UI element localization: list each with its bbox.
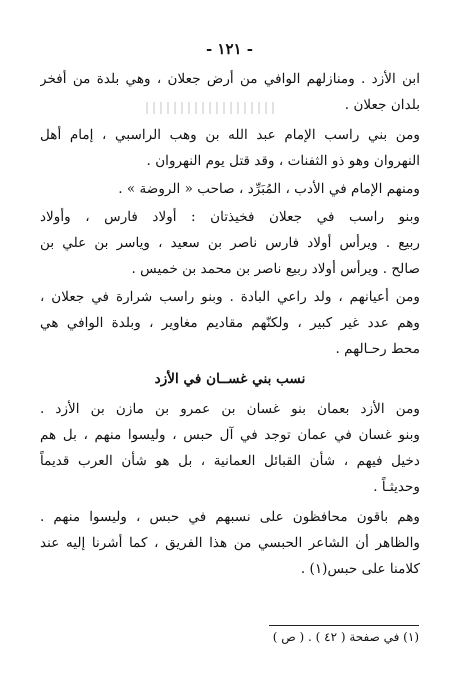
page-number: - ١٢١ - bbox=[205, 40, 254, 58]
text-line: النهروان وهو ذو الثفنات ، وقد قتل يوم النهروان . bbox=[146, 153, 420, 169]
text-line: وحديثـاً . bbox=[373, 479, 420, 495]
text-line: وبنو غسان في عمان توجد في آل حبس ، وليسوا منهم ، بل هم bbox=[40, 427, 420, 443]
text-line: وهم عدد غير كبير ، ولكنّهم مقاديم مغاوير ، وبلدة الوافي هي bbox=[40, 315, 420, 331]
footnote: (١) في صفحة ( ٤٢ ) . ( ص ) bbox=[272, 630, 419, 644]
section-heading: نسب بني غســان في الأزد bbox=[154, 371, 306, 387]
text-line: بلدان جعلان . bbox=[344, 97, 420, 113]
text-line: ومن الأزد بعمان بنو غسان بن عمرو بن مازن بن الأزد . bbox=[40, 401, 420, 417]
text-line: دخيل فيهم ، شأن القبائل العمانية ، بل هو شأن العرب قديماً bbox=[40, 453, 420, 469]
text-line: ابن الأزد . ومنازلهم الوافي من أرض جعلان ، وهي بلدة من أفخر bbox=[40, 71, 420, 87]
footnote-divider bbox=[269, 625, 419, 626]
text-line: وبنو راسب في جعلان فخيذتان : أولاد فارس ، وأولاد bbox=[40, 209, 420, 225]
text-line: محط رحـالهم . bbox=[335, 341, 420, 357]
text-line: ومنهم الإمام في الأدب ، المُبَرِّد ، صاحب « الروضة » . bbox=[118, 181, 420, 197]
text-line: ومن أعيانهم ، ولد راعي البادة . وبنو راسب شرارة في جعلان ، bbox=[40, 289, 420, 305]
text-line: صالح . ويرأس أولاد ربيع ناصر بن محمد بن خميس . bbox=[131, 261, 420, 277]
text-line: ربيع . ويرأس أولاد فارس ناصر بن سعيد ، وياسر بن علي بن bbox=[40, 235, 420, 251]
text-line: والظاهر أن الشاعر الحبسي من هذا الفريق ، كما أشرنا إليه عند bbox=[40, 535, 420, 551]
text-line: ومن بني راسب الإمام عبد الله بن وهب الراسبي ، إمام أهل bbox=[40, 127, 420, 143]
text-line: كلامنا على حبس(١) . bbox=[300, 561, 420, 577]
text-line: وهم باقون محافظون على نسبهم في حبس ، وليسوا منهم . bbox=[40, 509, 420, 525]
